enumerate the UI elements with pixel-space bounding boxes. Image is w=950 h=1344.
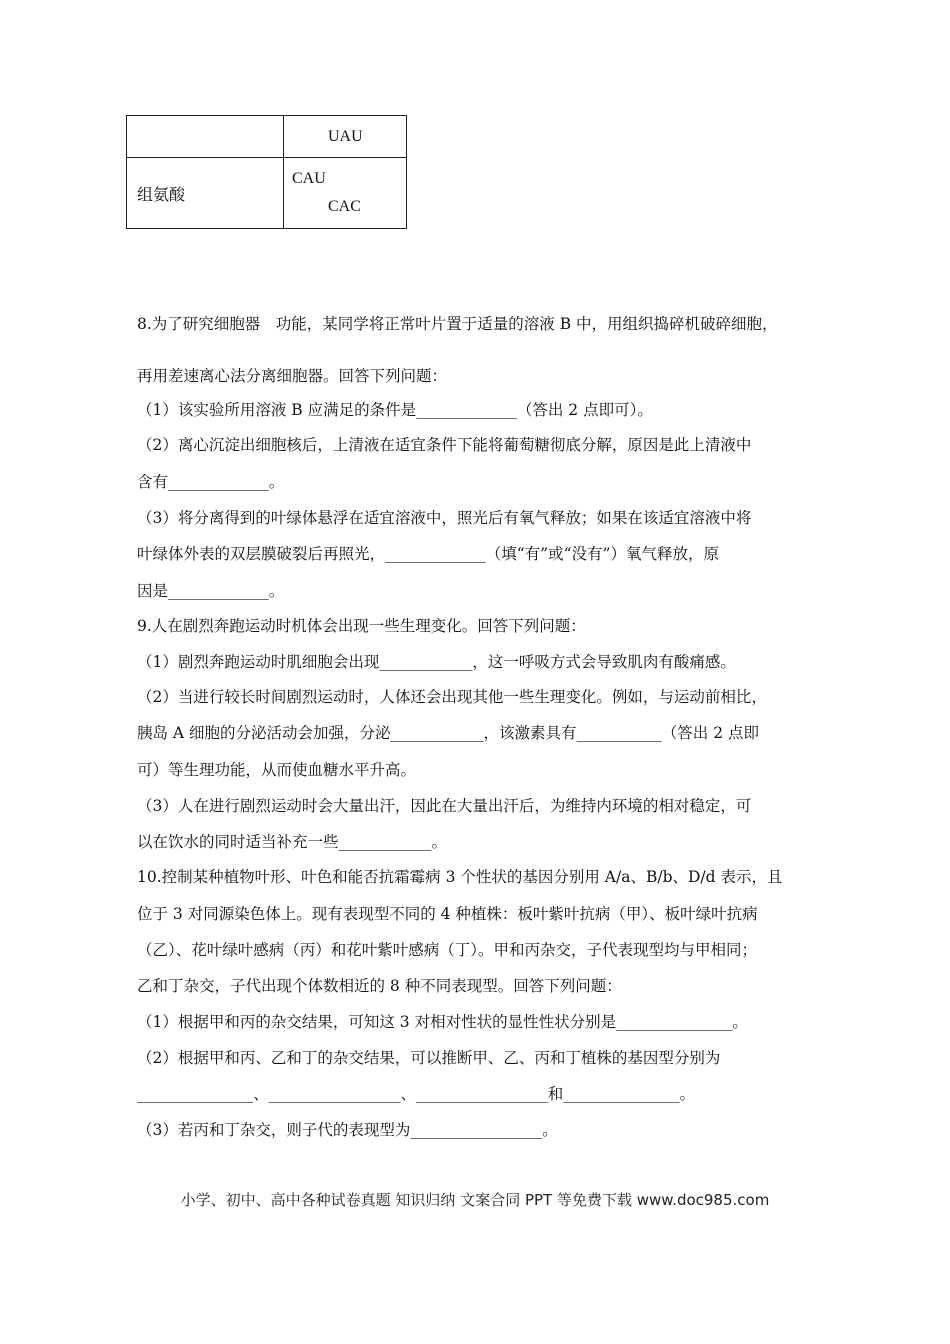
table-row: [127, 158, 407, 229]
text-line: （1）该实验所用溶液 B 应满足的条件是_____________（答出 2 点即可）。: [137, 401, 653, 419]
page-footer[interactable]: 小学、初中、高中各种试卷真题 知识归纳 文案合同 PPT 等免费下载 www.doc985.com: [180, 1191, 770, 1209]
text-line: 9.人在剧烈奔跑运动时机体会出现一些生理变化。回答下列问题：: [137, 617, 586, 635]
amino-acid-label: 组氨酸: [137, 184, 186, 204]
text-line: 叶绿体外表的双层膜破裂后再照光，_____________（填“有”或“没有”）氧气释放，原: [137, 545, 719, 563]
text-line: （2）根据甲和丙、乙和丁的杂交结果，可以推断甲、乙、丙和丁植株的基因型分别为: [137, 1049, 721, 1067]
text-line: （3）若丙和丁杂交，则子代的表现型为_________________。: [137, 1121, 558, 1139]
text-line: _______________、_________________、_________________和_______________。: [137, 1085, 696, 1103]
text-line: 胰岛 A 细胞的分泌活动会加强，分泌____________，该激素具有___________（答出 2 点即: [137, 724, 760, 742]
text-line: （2）当进行较长时间剧烈运动时，人体还会出现其他一些生理变化。例如，与运动前相比，: [137, 688, 767, 706]
table-row: [127, 116, 407, 158]
codon-uau: UAU: [328, 127, 363, 145]
table-cell: [127, 158, 284, 229]
codon-cau: CAU: [292, 170, 326, 187]
table-cell-empty: [127, 116, 284, 158]
text-line: （3）将分离得到的叶绿体悬浮在适宜溶液中，照光后有氧气释放；如果在该适宜溶液中将: [137, 509, 752, 527]
text-line: 以在饮水的同时适当补充一些____________。: [137, 833, 448, 851]
text-line: 可）等生理功能，从而使血糖水平升高。: [137, 761, 417, 779]
codon-table: [126, 115, 407, 229]
text-line: 8.为了研究细胞器 功能，某同学将正常叶片置于适量的溶液 B 中，用组织捣碎机破碎细胞，: [137, 315, 778, 333]
text-line: （乙）、花叶绿叶感病（丙）和花叶紫叶感病（丁）。甲和丙杂交，子代表现型均与甲相同；: [137, 941, 758, 959]
text-line: 乙和丁杂交，子代出现个体数相近的 8 种不同表现型。回答下列问题：: [137, 977, 622, 995]
text-line: （3）人在进行剧烈运动时会大量出汗，因此在大量出汗后，为维持内环境的相对稳定，可: [137, 797, 752, 815]
text-line: 位于 3 对同源染色体上。现有表现型不同的 4 种植株：板叶紫叶抗病（甲）、板叶绿叶抗病: [137, 905, 758, 923]
codon-cac: CAC: [328, 198, 361, 215]
text-line: 再用差速离心法分离细胞器。回答下列问题：: [137, 367, 448, 385]
text-line: 因是_____________。: [137, 582, 285, 600]
text-line: （1）剧烈奔跑运动时肌细胞会出现____________，这一呼吸方式会导致肌肉有酸痛感。: [137, 653, 736, 671]
text-line: 含有_____________。: [137, 473, 285, 491]
text-line: （1）根据甲和丙的杂交结果，可知这 3 对相对性状的显性性状分别是_______________。: [137, 1013, 748, 1031]
table-cell: [284, 158, 407, 229]
text-line: 10.控制某种植物叶形、叶色和能否抗霜霉病 3 个性状的基因分别用 A/a、B/b、D/d 表示，且: [137, 868, 783, 886]
text-line: （2）离心沉淀出细胞核后，上清液在适宜条件下能将葡萄糖彻底分解，原因是此上清液中: [137, 436, 752, 454]
table-cell: [284, 116, 407, 158]
